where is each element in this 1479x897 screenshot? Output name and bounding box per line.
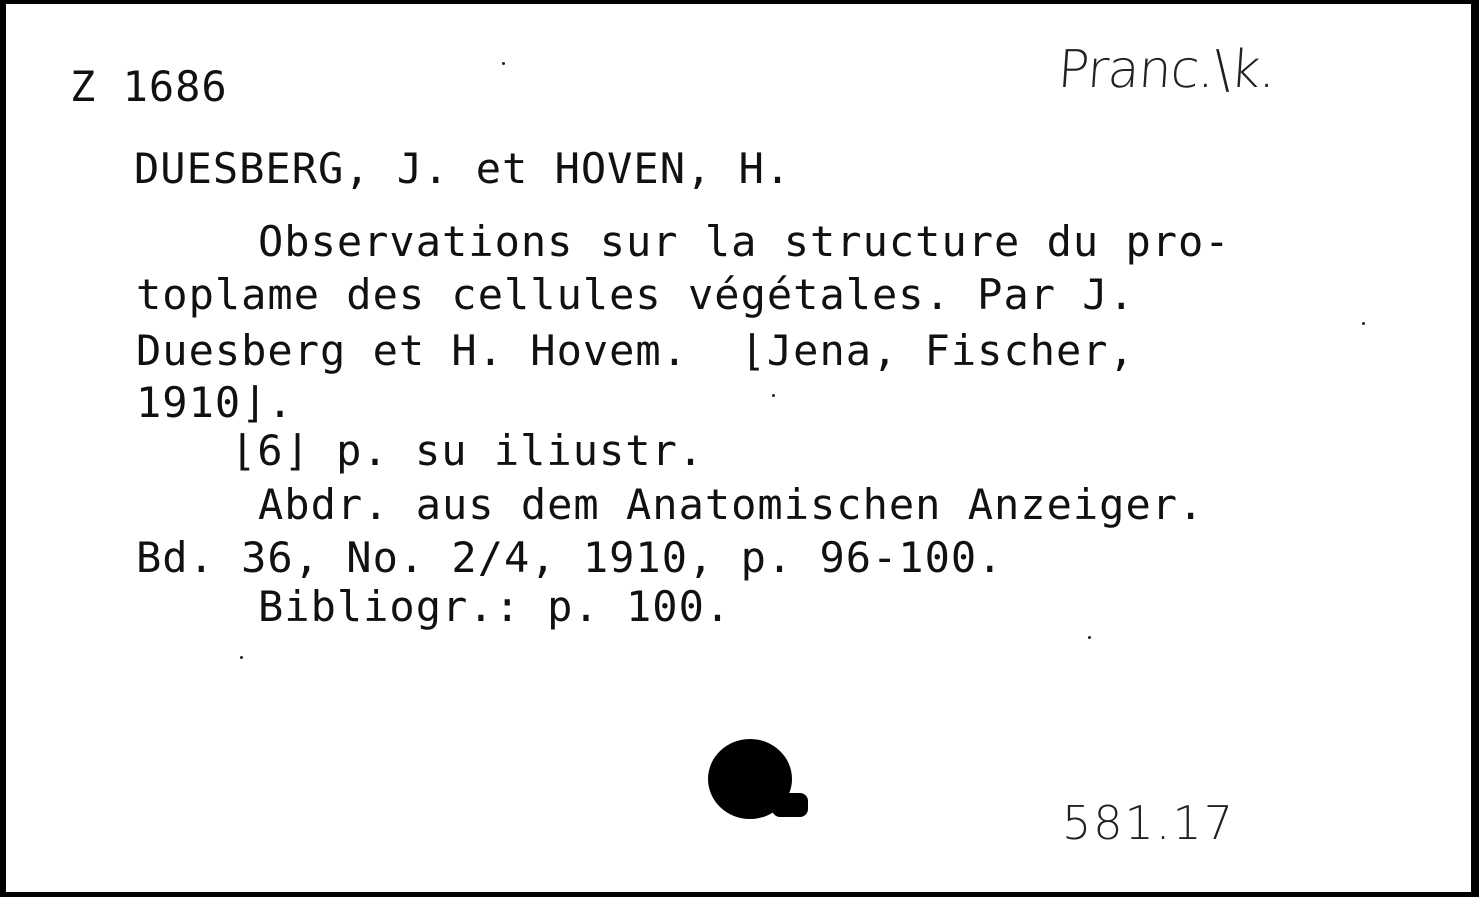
author-heading: DUESBERG, J. et HOVEN, H.	[134, 144, 792, 193]
class-number: 581.17	[1062, 796, 1235, 850]
title-line-2: toplame des cellules végétales. Par J.	[136, 270, 1135, 319]
speck	[1088, 636, 1091, 639]
speck	[240, 656, 243, 659]
note-line-1: Abdr. aus dem Anatomischen Anzeiger.	[258, 480, 1205, 529]
call-number: Z 1686	[70, 62, 228, 111]
collation: ⌊6⌋ p. su iliustr.	[231, 426, 705, 475]
title-line-3: Duesberg et H. Hovem. ⌊Jena, Fischer,	[136, 326, 1135, 375]
note-line-2: Bd. 36, No. 2/4, 1910, p. 96-100.	[136, 533, 1004, 582]
speck	[502, 62, 505, 65]
title-line-1: Observations sur la structure du pro-	[258, 217, 1231, 266]
title-line-4: 1910⌋.	[136, 378, 294, 427]
speck	[1362, 322, 1365, 325]
speck	[772, 394, 775, 397]
punch-hole	[706, 737, 810, 827]
handwritten-annotation: Pranc.\k.	[1055, 40, 1278, 100]
note-line-3: Bibliogr.: p. 100.	[258, 582, 732, 631]
